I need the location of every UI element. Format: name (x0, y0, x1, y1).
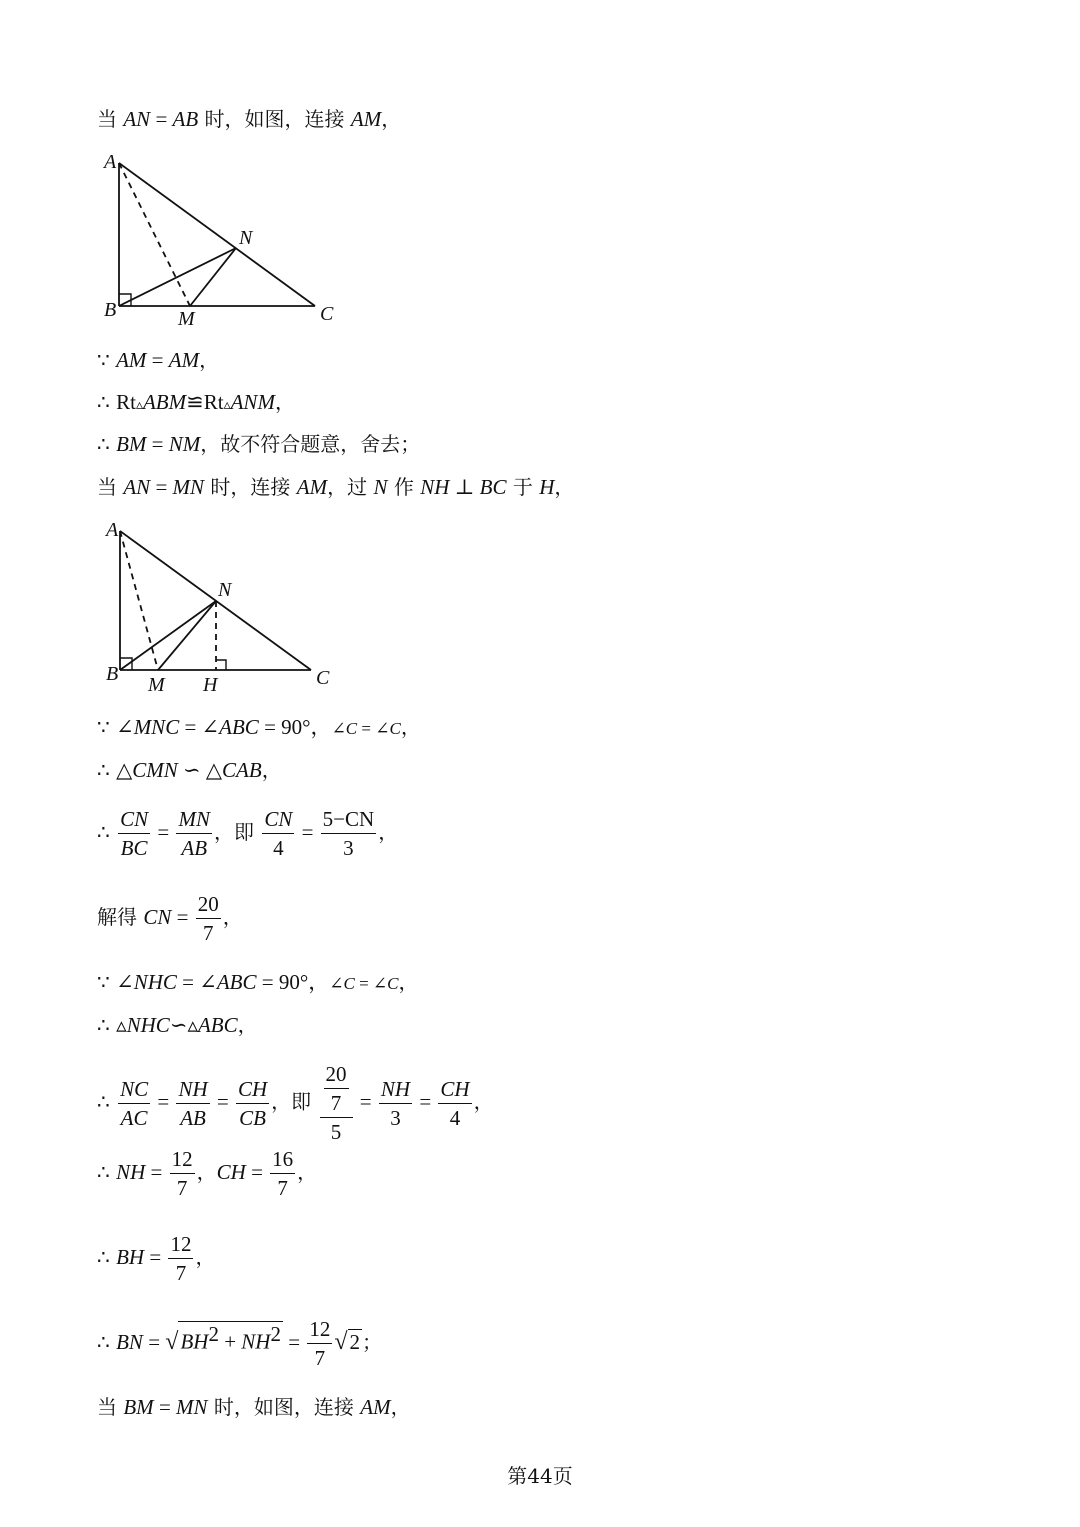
math: = (146, 432, 169, 456)
math: ▵NHC (116, 1013, 170, 1037)
text-line-10 (97, 968, 419, 998)
segment-am-dashed (120, 531, 158, 670)
text: ∵ (97, 970, 117, 994)
math: BH (116, 1245, 145, 1269)
text: 解得 (97, 905, 144, 929)
math: AB (172, 107, 199, 131)
numerator: 20 (196, 890, 221, 919)
text: ，即 (213, 820, 261, 844)
math: AM (360, 1395, 391, 1419)
exponent: 2 (208, 1322, 219, 1347)
text-line-3 (97, 388, 295, 420)
text: ， (473, 1089, 494, 1114)
math: = (211, 1089, 234, 1114)
numerator: NH (379, 1075, 412, 1104)
math: ANM (230, 390, 275, 414)
label-h: H (203, 674, 218, 696)
denominator: 7 (175, 1261, 187, 1285)
numerator: 16 (270, 1145, 295, 1174)
numerator: CH (438, 1075, 471, 1104)
math: ▵ABC (187, 1013, 238, 1037)
denominator: AB (181, 836, 208, 860)
text-line-4 (97, 430, 420, 458)
math: = (171, 905, 194, 929)
math: = (357, 719, 376, 738)
text-line-14 (97, 1230, 215, 1287)
text-line-2 (97, 346, 219, 374)
text-line-8 (97, 805, 398, 862)
math: ∠C (331, 719, 358, 738)
segment-am-dashed (119, 163, 190, 306)
segment-ac (119, 163, 315, 306)
text-line-16 (97, 1393, 411, 1421)
fraction (176, 1075, 209, 1132)
math: = (354, 974, 373, 993)
math: H (539, 475, 555, 499)
fraction (262, 805, 294, 862)
math: = (282, 1330, 306, 1354)
math: ABM (142, 390, 187, 414)
fraction (170, 1145, 195, 1202)
text: ， (381, 107, 402, 131)
page-number: 第44页 (507, 1464, 573, 1488)
numerator: NH (176, 1075, 209, 1104)
nested-fraction (320, 1060, 353, 1146)
text: ， (195, 1245, 216, 1269)
text: ∴ (97, 820, 117, 844)
denominator: 4 (449, 1105, 461, 1130)
math: ∠MNC (116, 715, 180, 739)
math: + (218, 1330, 242, 1354)
text: ∴ (97, 758, 117, 782)
text: ∴ (97, 1089, 117, 1114)
math: = (145, 1160, 168, 1184)
math: CN (143, 905, 172, 929)
math: = 90°， (258, 715, 332, 739)
math: AN (123, 107, 151, 131)
text: ， (297, 1160, 318, 1184)
denominator: 7 (314, 1346, 326, 1370)
text-line-15 (97, 1315, 382, 1372)
fraction (438, 1075, 471, 1132)
math: = (153, 1395, 177, 1419)
label-b: B (106, 663, 119, 685)
math: = (142, 1330, 166, 1354)
segment-bn (120, 601, 216, 670)
text: ， (237, 1013, 258, 1037)
math: = (152, 820, 175, 844)
fraction (196, 890, 221, 947)
fraction (236, 1075, 269, 1132)
fraction (118, 1075, 150, 1132)
denominator: BC (120, 836, 148, 860)
denominator: AC (120, 1105, 148, 1130)
denominator: 7 (202, 921, 214, 945)
math: NH (116, 1160, 146, 1184)
math: = (150, 107, 173, 131)
text-line-9 (97, 890, 243, 947)
fraction (270, 1145, 295, 1202)
text: ，过 (327, 475, 374, 499)
numerator: 5−CN (321, 805, 377, 834)
math: ∠ABC (199, 970, 257, 994)
text: ； (362, 1330, 382, 1354)
numerator: 12 (307, 1315, 332, 1344)
numerator: 12 (170, 1145, 195, 1174)
denominator: 7 (277, 1176, 288, 1200)
label-c: C (320, 303, 334, 325)
math: ∠ABC (201, 715, 259, 739)
math: ▵ (223, 398, 231, 413)
math: AM (116, 348, 147, 372)
math: AM (168, 348, 200, 372)
segment-mn (190, 248, 236, 306)
numerator: CN (118, 805, 150, 834)
math: ∠C (329, 974, 355, 993)
label-c: C (316, 667, 330, 689)
text: ， (261, 758, 282, 782)
text-line-13 (97, 1145, 317, 1202)
label-a: A (106, 519, 119, 541)
text: ∴ (97, 1160, 117, 1184)
math: ∠NHC (116, 970, 177, 994)
text: ， (378, 820, 399, 844)
text-line-11 (97, 1011, 258, 1039)
text: ， (199, 348, 220, 372)
fraction (324, 1060, 349, 1117)
math: BC (479, 475, 507, 499)
math: △CMN (116, 758, 178, 782)
math: = (414, 1089, 437, 1114)
denominator: 3 (343, 836, 354, 860)
math: AM (296, 475, 328, 499)
math: NH (420, 475, 450, 499)
text: ， (274, 390, 295, 414)
denominator: CB (239, 1105, 266, 1130)
math: NH (241, 1330, 271, 1354)
denominator: 5 (330, 1120, 342, 1144)
fraction (307, 1315, 332, 1372)
math: = (245, 1160, 269, 1184)
text: ∴ (97, 432, 117, 456)
math: = (152, 1089, 175, 1114)
text-line-7 (97, 756, 282, 784)
math: ▵ (135, 398, 143, 413)
math: ≌ (186, 390, 204, 414)
text: ， (196, 1160, 217, 1184)
math: ∠C (375, 719, 401, 738)
math: = (150, 475, 173, 499)
text: 时，如图，连接 (207, 1395, 361, 1419)
label-m: M (148, 674, 165, 696)
text: ∴ (97, 1245, 117, 1269)
fraction (176, 805, 212, 862)
text: ∴ (97, 1013, 117, 1037)
text-line-12 (97, 1060, 494, 1146)
label-m: M (178, 308, 195, 330)
denominator: AB (180, 1105, 206, 1130)
math: AM (350, 107, 382, 131)
numerator: NC (118, 1075, 150, 1104)
math: = (146, 348, 169, 372)
fraction (168, 1230, 193, 1287)
text: 于 (506, 475, 540, 499)
sqrt-radicand (178, 1321, 283, 1354)
math: MN (176, 1395, 208, 1419)
math: BN (116, 1330, 143, 1354)
math: = 90°， (256, 970, 330, 994)
text: ，故不符合题意，舍去； (200, 432, 421, 456)
denominator: 4 (273, 836, 284, 860)
math: ∠C (372, 974, 399, 993)
math: BM (123, 1395, 154, 1419)
text: 时，连接 (204, 475, 297, 499)
text: 作 (387, 475, 421, 499)
text: 当 (97, 107, 124, 131)
label-n: N (218, 579, 232, 601)
text: ， (554, 475, 575, 499)
math: ∽ (177, 758, 206, 782)
numerator: MN (176, 805, 212, 834)
denominator: 3 (390, 1105, 401, 1130)
fraction (379, 1075, 412, 1132)
text-line-6 (97, 713, 421, 743)
math: N (373, 475, 388, 499)
numerator: 20 (324, 1060, 349, 1089)
math: = (144, 1245, 167, 1269)
math: ∽ (169, 1013, 188, 1037)
math: Rt (116, 390, 136, 414)
math: NM (168, 432, 201, 456)
figure-triangle-2 (100, 515, 340, 700)
text: ，即 (271, 1089, 318, 1114)
text-line-5 (97, 473, 574, 501)
numerator: CH (236, 1075, 269, 1104)
math: Rt (203, 390, 224, 414)
denominator: 7 (176, 1176, 188, 1200)
label-b: B (104, 299, 117, 321)
fraction (321, 805, 377, 862)
numerator: CN (262, 805, 294, 834)
numerator: 12 (168, 1230, 193, 1259)
math: MN (172, 475, 205, 499)
text: ， (400, 715, 421, 739)
label-a: A (104, 151, 117, 173)
text: 当 (97, 1395, 124, 1419)
math: = (179, 715, 202, 739)
exponent: 2 (270, 1322, 281, 1347)
text: ， (222, 905, 243, 929)
right-angle-mark-h (216, 660, 226, 670)
math: BH (180, 1330, 209, 1354)
sqrt-sign: √ (165, 1329, 179, 1355)
math: = (354, 1089, 377, 1114)
label-n: N (239, 227, 253, 249)
figure-triangle-1 (100, 148, 360, 338)
text: ∵ (97, 348, 117, 372)
text-line-1 (97, 105, 401, 133)
text: ∴ (97, 390, 117, 414)
sqrt-sign: √ (334, 1329, 348, 1355)
math: ⊥ (449, 475, 480, 499)
math: BM (116, 432, 147, 456)
math: CH (216, 1160, 246, 1184)
sqrt-radicand: 2 (349, 1330, 360, 1354)
text: ， (398, 970, 419, 994)
denominator: 7 (330, 1091, 342, 1115)
text: ， (390, 1395, 411, 1419)
segment-bn (119, 248, 236, 306)
text: ∴ (97, 1330, 117, 1354)
text: ∵ (97, 715, 117, 739)
nested-numerator (320, 1060, 353, 1118)
text: 时，如图，连接 (198, 107, 351, 131)
fraction (118, 805, 150, 862)
math: △CAB (205, 758, 262, 782)
math: = (296, 820, 319, 844)
math: AN (123, 475, 151, 499)
text: 当 (97, 475, 124, 499)
math: = (176, 970, 200, 994)
